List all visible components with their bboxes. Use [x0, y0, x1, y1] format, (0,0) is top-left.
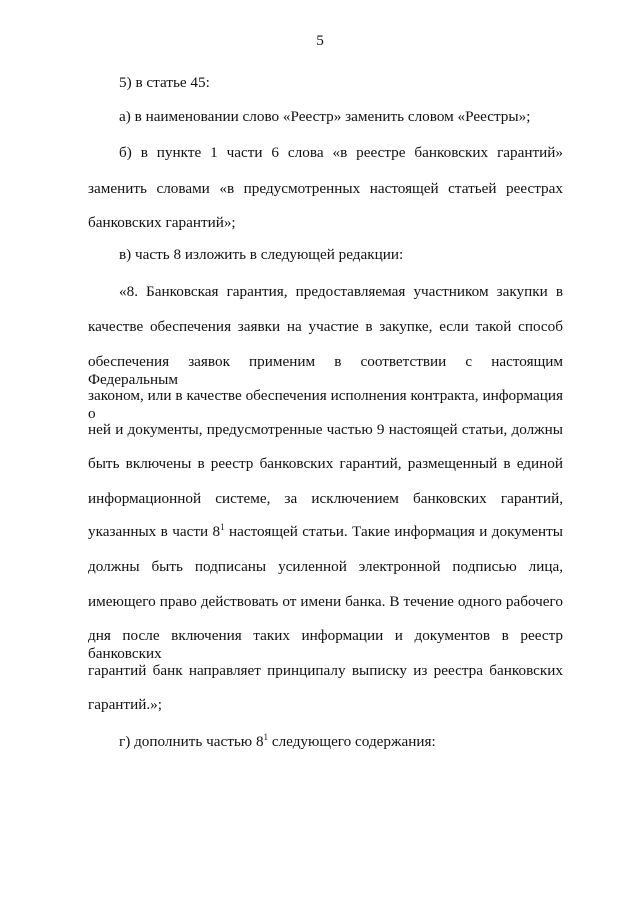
text-line-4: заменить словами «в предусмотренных настоящей статьей реестрах: [88, 180, 563, 197]
text-line-19: гарантий.»;: [88, 696, 162, 713]
text-line-10: законом, или в качестве обеспечения исполнения контракта, информация о: [88, 387, 563, 422]
superscript: 1: [263, 732, 269, 742]
superscript: 1: [220, 522, 225, 532]
text-line-18: гарантий банк направляет принципалу выписку из реестра банковских: [88, 662, 563, 679]
text-line-12: быть включены в реестр банковских гарантий, размещенный в единой: [88, 455, 563, 472]
text-line-14: [88, 523, 563, 541]
page-number: 5: [316, 32, 324, 49]
text-line-7: «8. Банковская гарантия, предоставляемая участником закупки в: [119, 283, 563, 300]
text-line-2: а) в наименовании слово «Реестр» заменить словом «Реестры»;: [119, 108, 531, 125]
text-line-17: дня после включения таких информации и документов в реестр банковских: [88, 627, 563, 662]
text-segment: настоящей статьи. Такие информация и документы: [224, 523, 563, 540]
text-line-11: ней и документы, предусмотренные частью 9 настоящей статьи, должны: [88, 421, 563, 438]
text-segment: г) дополнить частью 8: [119, 733, 264, 750]
text-line-9: обеспечения заявок применим в соответствии с настоящим Федеральным: [88, 353, 563, 388]
text-line-20: [119, 733, 563, 751]
text-line-15: должны быть подписаны усиленной электронной подписью лица,: [88, 558, 563, 575]
text-segment: следующего содержания:: [268, 733, 436, 750]
text-segment: указанных в части 8: [88, 523, 221, 540]
text-line-8: качестве обеспечения заявки на участие в закупке, если такой способ: [88, 318, 563, 335]
text-line-16: имеющего право действовать от имени банка. В течение одного рабочего: [88, 593, 563, 610]
text-line-1: 5) в статье 45:: [119, 74, 210, 91]
text-line-13: информационной системе, за исключением банковских гарантий,: [88, 490, 563, 507]
text-line-6: в) часть 8 изложить в следующей редакции:: [119, 246, 404, 263]
text-line-3: б) в пункте 1 части 6 слова «в реестре банковских гарантий»: [119, 144, 563, 161]
text-line-5: банковских гарантий»;: [88, 214, 236, 231]
